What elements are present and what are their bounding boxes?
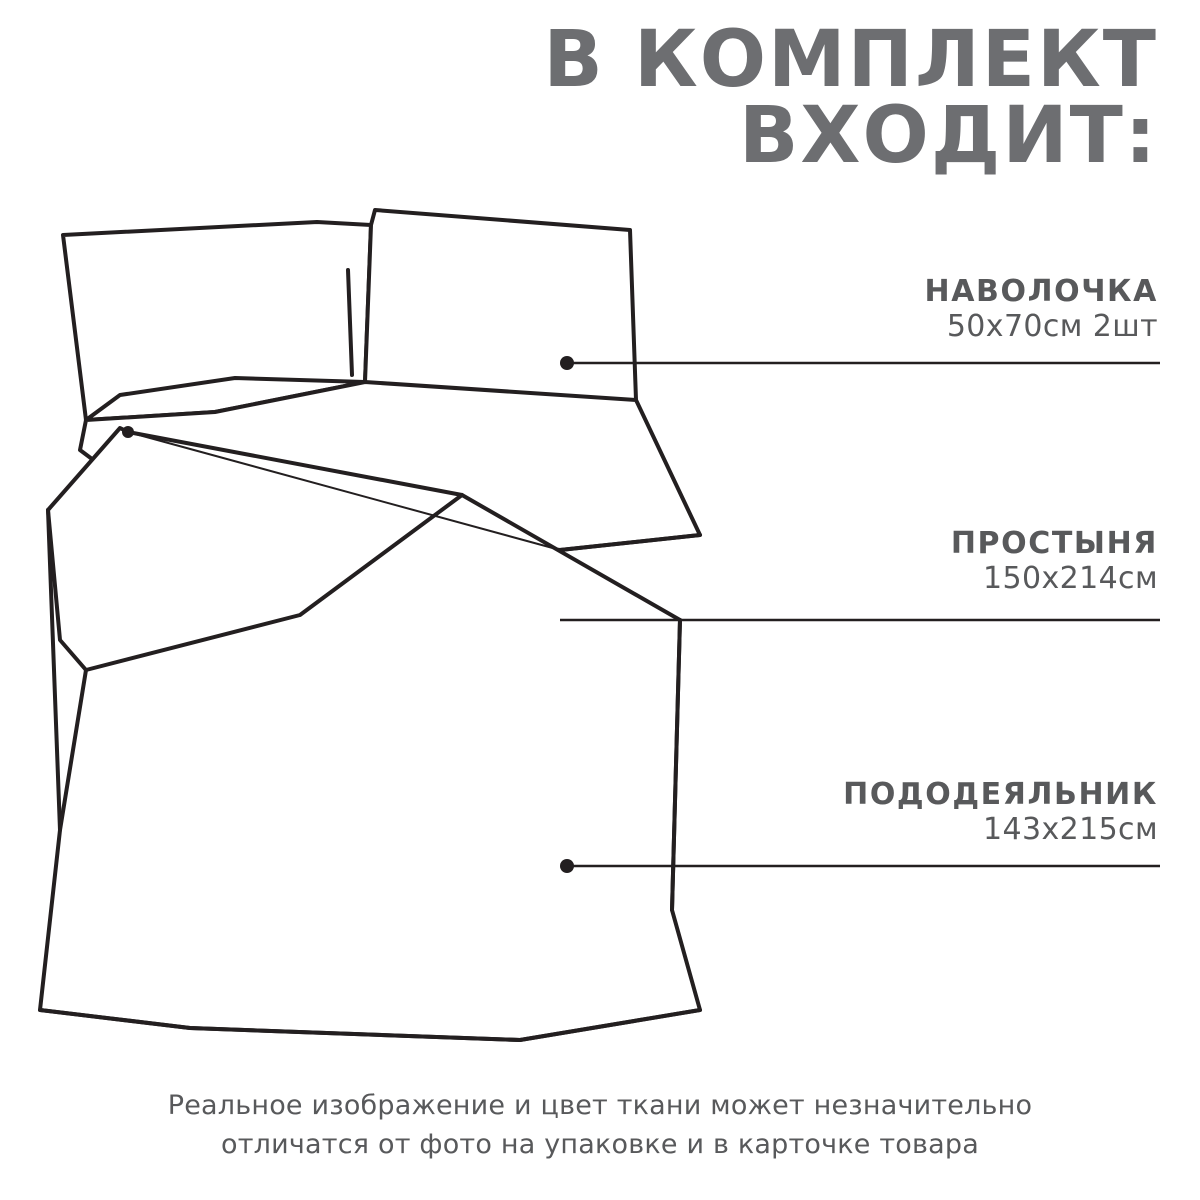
callout-pillowcase-size: 50х70см 2шт [946,308,1158,344]
callout-pillowcase-title: НАВОЛОЧКА [924,274,1158,309]
bedding-illustration [0,150,760,1080]
callout-sheet-size: 150х214см [982,560,1158,596]
disclaimer-line-1: Реальное изображение и цвет ткани может незначительно [167,1090,1033,1122]
disclaimer-note [40,1087,1160,1164]
callout-duvet-cover-size: 143х215см [982,811,1158,847]
callout-pillowcase [925,275,1159,345]
page-title-line-2: ВХОДИТ: [738,91,1158,182]
callout-duvet-cover [843,778,1158,848]
callout-sheet-title: ПРОСТЫНЯ [950,526,1158,561]
page-title-line-1: В КОМПЛЕКТ [543,15,1158,105]
leader-dot-sheet-corner [122,426,134,438]
callout-sheet [951,527,1158,597]
disclaimer-line-2: отличатся от фото на упаковке и в карточке товара [221,1128,979,1160]
callout-duvet-cover-title: ПОДОДЕЯЛЬНИК [843,777,1158,812]
